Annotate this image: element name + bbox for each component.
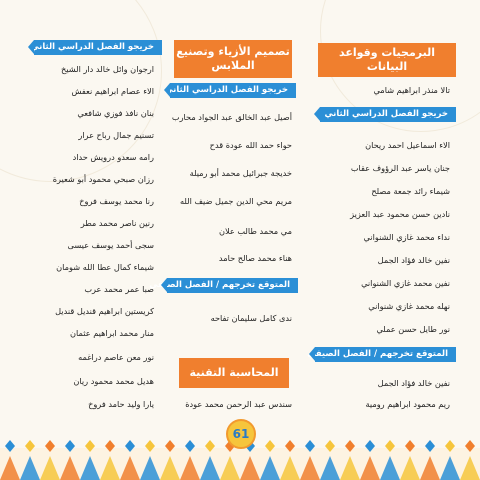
list-item: مي محمد طالب علان <box>218 226 292 236</box>
list-item: تالا منذر ابراهيم شامي <box>373 85 450 95</box>
list-item: مريم محي الدين جميل ضيف الله <box>180 196 292 206</box>
list-item: هديل محمد محمود ريان <box>73 376 154 386</box>
list-item: ندى كامل سليمان تفاحه <box>210 313 292 323</box>
page-number: 61 <box>226 419 256 449</box>
semester-tag: خريجو الفصل الدراسي الثاني <box>170 83 296 98</box>
list-item: تسنيم جمال رباح عرار <box>78 130 154 140</box>
section-title-accounting: المحاسبة التقنية <box>179 358 289 388</box>
list-item: الاء عصام ابراهيم نعفش <box>71 86 154 96</box>
list-item: نور معن عاصم دراغمه <box>78 352 154 362</box>
list-item: كريستين ابراهيم قنديل قنديل <box>55 306 154 316</box>
list-item: نهله محمد غازي شنواني <box>368 301 450 311</box>
list-item: ارجوان وائل خالد دار الشيخ <box>61 64 154 74</box>
list-item: حواء حمد الله عودة قدح <box>209 140 292 150</box>
list-item: يارا وليد حامد فروخ <box>88 399 154 409</box>
list-item: هناء محمد صالح حامد <box>218 253 292 263</box>
list-item: نفين خالد فؤاد الجمل <box>377 378 450 388</box>
list-item: رامه سعدو درويش حداد <box>72 152 154 162</box>
list-item: منار محمد ابراهيم عثمان <box>70 328 154 338</box>
semester-tag: خريجو الفصل الدراسي الثاني <box>34 40 162 55</box>
section-title-fashion: تصميم الأزياء وتصنيع الملابس <box>174 40 292 78</box>
list-item: نور طايل حسن عملي <box>376 324 450 334</box>
list-item: جنان ياسر عبد الرؤوف عقاب <box>350 163 450 173</box>
list-item: سجى أحمد يوسف عيسى <box>67 240 154 250</box>
list-item: بنان نافذ فوزي شافعي <box>77 108 154 118</box>
list-item: نفين خالد فؤاد الجمل <box>377 255 450 265</box>
list-item: أصيل عبد الخالق عبد الجواد محارب <box>171 112 292 122</box>
list-item: خديجة جبرائيل محمد أبو رميلة <box>189 168 292 178</box>
list-item: نداء محمد غازي الشنواني <box>363 232 450 242</box>
list-item: رنين ناصر محمد مطر <box>80 218 154 228</box>
semester-tag: خريجو الفصل الدراسي الثاني <box>320 107 456 122</box>
list-item: سندس عبد الرحمن محمد عودة <box>185 399 292 409</box>
list-item: صبا عمر محمد عرب <box>84 284 154 294</box>
list-item: نفين محمد غازي الشنواني <box>361 278 450 288</box>
list-item: ريم محمود ابراهيم رومية <box>365 399 450 409</box>
list-item: رزان صبحي محمود أبو شعيرة <box>52 174 154 184</box>
expected-tag: المتوقع تخرجهم / الفصل الصيفي <box>167 278 298 293</box>
expected-tag: المتوقع تخرجهم / الفصل الصيفي <box>315 347 456 362</box>
section-title-software: البرمجيات وقواعد البيانات <box>318 43 456 77</box>
list-item: شيماء رائد جمعة مصلح <box>371 186 450 196</box>
list-item: شيماء كمال عطا الله شومان <box>56 262 154 272</box>
list-item: نادين حسن محمود عبد العزيز <box>350 209 450 219</box>
list-item: رنا محمد يوسف فروخ <box>79 196 154 206</box>
list-item: الاء اسماعيل احمد ريحان <box>365 140 450 150</box>
